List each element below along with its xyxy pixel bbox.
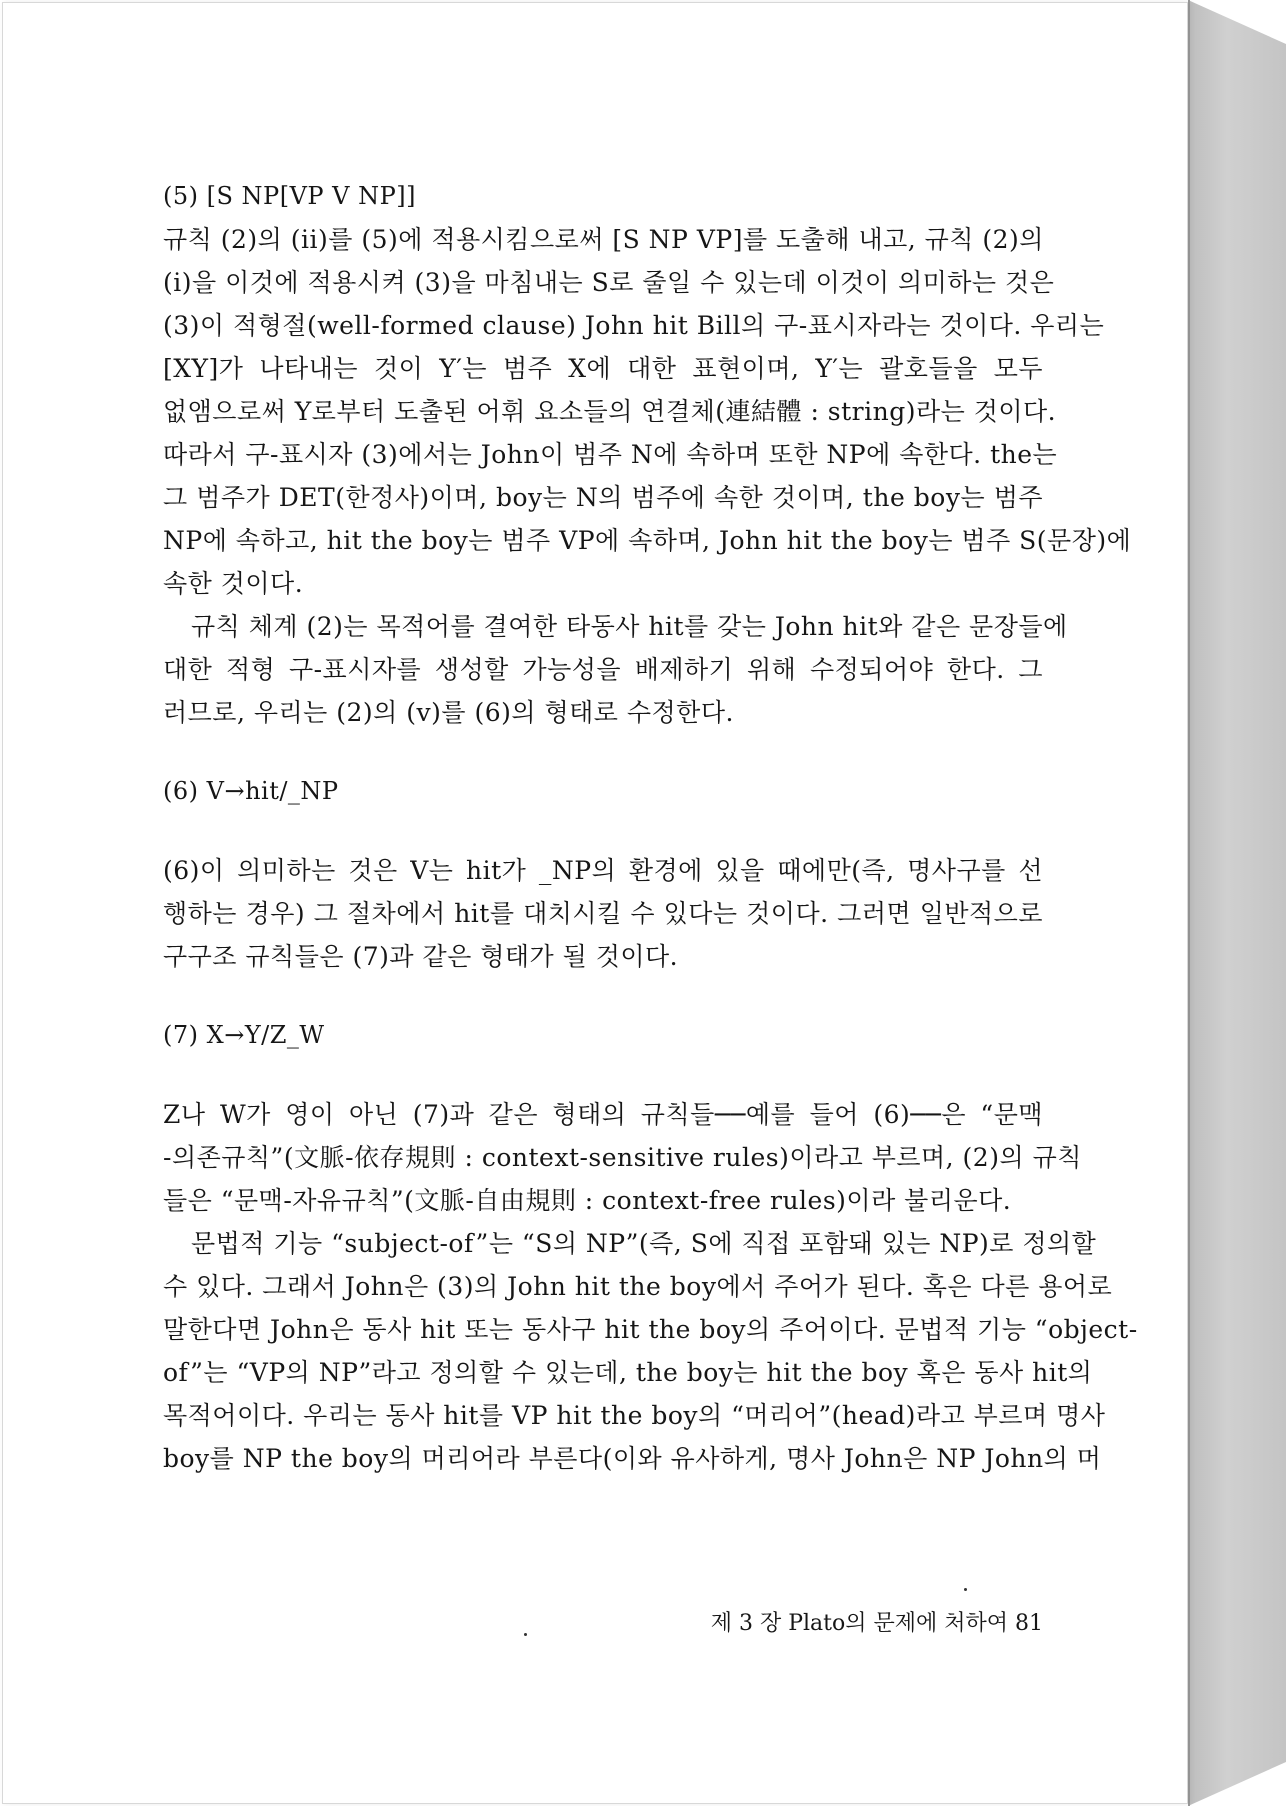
- book-page: [2, 2, 1188, 1804]
- text-line: 말한다면 John은 동사 hit 또는 동사구 hit the boy의 주어이다. 문법적 기능 “object-: [163, 1315, 1138, 1344]
- text-line: NP에 속하고, hit the boy는 범주 VP에 속하며, John hit the boy는 범주 S(문장)에: [163, 526, 1132, 555]
- spacer: [163, 978, 1043, 1014]
- text-line: 속한 것이다.: [163, 569, 304, 598]
- text-line: 목적어이다. 우리는 동사 hit를 VP hit the boy의 “머리어”(head)라고 부르며 명사: [163, 1401, 1106, 1430]
- speck: [964, 1588, 967, 1591]
- text-line: of”는 “VP의 NP”라고 정의할 수 있는데, the boy는 hit the boy 혹은 동사 hit의: [163, 1358, 1093, 1387]
- text-line: boy를 NP the boy의 머리어라 부른다(이와 유사하게, 명사 John은 NP John의 머: [163, 1444, 1102, 1473]
- text-line: 따라서 구-표시자 (3)에서는 John이 범주 N에 속하며 또한 NP에 속한다. the는: [163, 440, 1058, 469]
- book-spine: [1188, 0, 1286, 1806]
- book-spine-edge: [1188, 0, 1190, 1806]
- text-line: 그 범주가 DET(한정사)이며, boy는 N의 범주에 속한 것이며, the boy는 범주: [163, 483, 1043, 512]
- spacer: [163, 734, 1043, 770]
- spacer: [163, 1057, 1043, 1093]
- text-line: 규칙 체계 (2)는 목적어를 결여한 타동사 hit를 갖는 John hit와 같은 문장들에: [191, 612, 1068, 641]
- page-body: [163, 175, 1138, 1480]
- text-line: 문법적 기능 “subject-of”는 “S의 NP”(즉, S에 직접 포함돼 있는 NP)로 정의할: [191, 1229, 1097, 1258]
- text-line: [XY]가 나타내는 것이 Y′는 범주 X에 대한 표현이며, Y′는 괄호들을 모두: [163, 354, 1043, 383]
- page-footer: 제 3 장 Plato의 문제에 처하여 81: [710, 1611, 1043, 1636]
- text-line: Z나 W가 영이 아닌 (7)과 같은 형태의 규칙들──예를 들어 (6)──은 “문맥: [163, 1100, 1043, 1129]
- spacer: [163, 813, 1043, 849]
- text-line: 없앰으로써 Y로부터 도출된 어휘 요소들의 연결체(連結體 : string)라는 것이다.: [163, 397, 1057, 426]
- text-line: (6)이 의미하는 것은 V는 hit가 _NP의 환경에 있을 때에만(즉, 명사구를 선: [163, 856, 1043, 885]
- text-line: 수 있다. 그래서 John은 (3)의 John hit the boy에서 주어가 된다. 혹은 다른 용어로: [163, 1272, 1113, 1301]
- text-line: 대한 적형 구-표시자를 생성할 가능성을 배제하기 위해 수정되어야 한다. 그: [163, 655, 1043, 684]
- formula-7: (7) X→Y/Z_W: [163, 1021, 325, 1049]
- speck: [524, 1633, 527, 1636]
- text-line: -의존규칙”(文脈-依存規則 : context-sensitive rules)이라고 부르며, (2)의 규칙: [163, 1143, 1082, 1172]
- text-line: (i)을 이것에 적용시켜 (3)을 마침내는 S로 줄일 수 있는데 이것이 의미하는 것은: [163, 268, 1055, 297]
- formula-5: (5) [S NP[VP V NP]]: [163, 182, 417, 210]
- text-line: (3)이 적형절(well-formed clause) John hit Bill의 구-표시자라는 것이다. 우리는: [163, 311, 1105, 340]
- text-line: 행하는 경우) 그 절차에서 hit를 대치시킬 수 있다는 것이다. 그러면 일반적으로: [163, 899, 1043, 928]
- text-line: 러므로, 우리는 (2)의 (v)를 (6)의 형태로 수정한다.: [163, 698, 734, 727]
- text-line: 규칙 (2)의 (ii)를 (5)에 적용시킴으로써 [S NP VP]를 도출해 내고, 규칙 (2)의: [163, 225, 1044, 254]
- formula-6: (6) V→hit/_NP: [163, 777, 339, 805]
- text-line: 들은 “문맥-자유규칙”(文脈-自由規則 : context-free rules)이라 불리운다.: [163, 1186, 1012, 1215]
- text-line: 구구조 규칙들은 (7)과 같은 형태가 될 것이다.: [163, 942, 679, 971]
